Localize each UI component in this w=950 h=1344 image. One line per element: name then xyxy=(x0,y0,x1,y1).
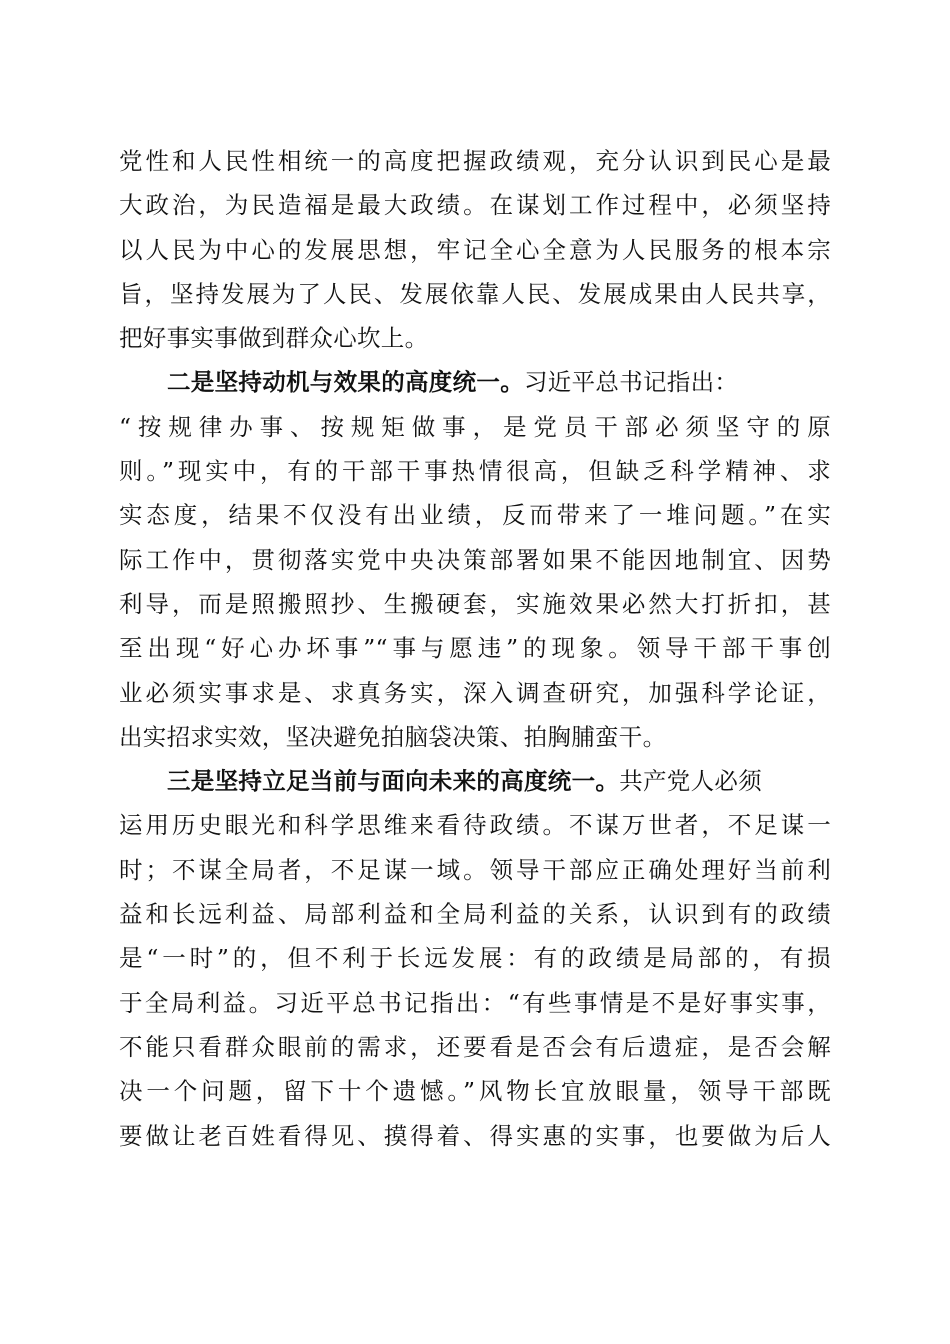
paragraph-first-line xyxy=(119,360,831,404)
text-line: 运用历史眼光和科学思维来看待政绩。不谋万世者，不足谋一 xyxy=(119,811,831,840)
text-run: 共产党人必须 xyxy=(619,767,763,796)
text-line: 是“一时”的，但不利于长远发展：有的政绩是局部的，有损 xyxy=(119,944,831,973)
text-line: 要做让老百姓看得见、摸得着、得实惠的实事，也要做为后人 xyxy=(119,1121,831,1150)
text-run: 习近平总书记指出： xyxy=(524,368,739,397)
body-text xyxy=(119,139,831,1158)
paragraph-2 xyxy=(119,360,831,759)
text-line: 把好事实事做到群众心坎上。 xyxy=(119,324,429,353)
text-line: 则。”现实中，有的干部干事热情很高，但缺乏科学精神、求 xyxy=(119,457,831,486)
paragraph-heading: 二是坚持动机与效果的高度统一。 xyxy=(167,368,524,397)
paragraph-first-line xyxy=(119,759,831,803)
text-line: 益和长远利益、局部利益和全局利益的关系，认识到有的政绩 xyxy=(119,900,831,929)
text-line: 出实招求实效，坚决避免拍脑袋决策、拍胸脯蛮干。 xyxy=(119,722,667,751)
text-line: 时；不谋全局者，不足谋一域。领导干部应正确处理好当前利 xyxy=(119,855,831,884)
text-line: 利导，而是照搬照抄、生搬硬套，实施效果必然大打折扣，甚 xyxy=(119,589,831,618)
text-line: 际工作中，贯彻落实党中央决策部署如果不能因地制宜、因势 xyxy=(119,545,831,574)
text-line: 以人民为中心的发展思想，牢记全心全意为人民服务的根本宗 xyxy=(119,235,831,264)
text-line: “按规律办事、按规矩做事，是党员干部必须坚守的原 xyxy=(119,412,831,441)
text-line: 决一个问题，留下十个遗憾。”风物长宜放眼量，领导干部既 xyxy=(119,1077,831,1106)
text-line: 大政治，为民造福是最大政绩。在谋划工作过程中，必须坚持 xyxy=(119,191,831,220)
text-line: 党性和人民性相统一的高度把握政绩观，充分认识到民心是最 xyxy=(119,147,831,175)
text-line: 旨，坚持发展为了人民、发展依靠人民、发展成果由人民共享， xyxy=(119,279,831,308)
text-line: 业必须实事求是、求真务实，深入调查研究，加强科学论证， xyxy=(119,678,831,707)
paragraph-1 xyxy=(119,139,831,360)
text-line: 不能只看群众眼前的需求，还要看是否会有后遗症，是否会解 xyxy=(119,1032,831,1061)
paragraph-3 xyxy=(119,759,831,1158)
paragraph-heading: 三是坚持立足当前与面向未来的高度统一。 xyxy=(167,767,620,796)
text-line: 于全局利益。习近平总书记指出：“有些事情是不是好事实事， xyxy=(119,988,831,1017)
text-line: 实态度，结果不仅没有出业绩，反而带来了一堆问题。”在实 xyxy=(119,501,831,530)
text-line: 至出现“好心办坏事”“事与愿违”的现象。领导干部干事创 xyxy=(119,634,831,663)
